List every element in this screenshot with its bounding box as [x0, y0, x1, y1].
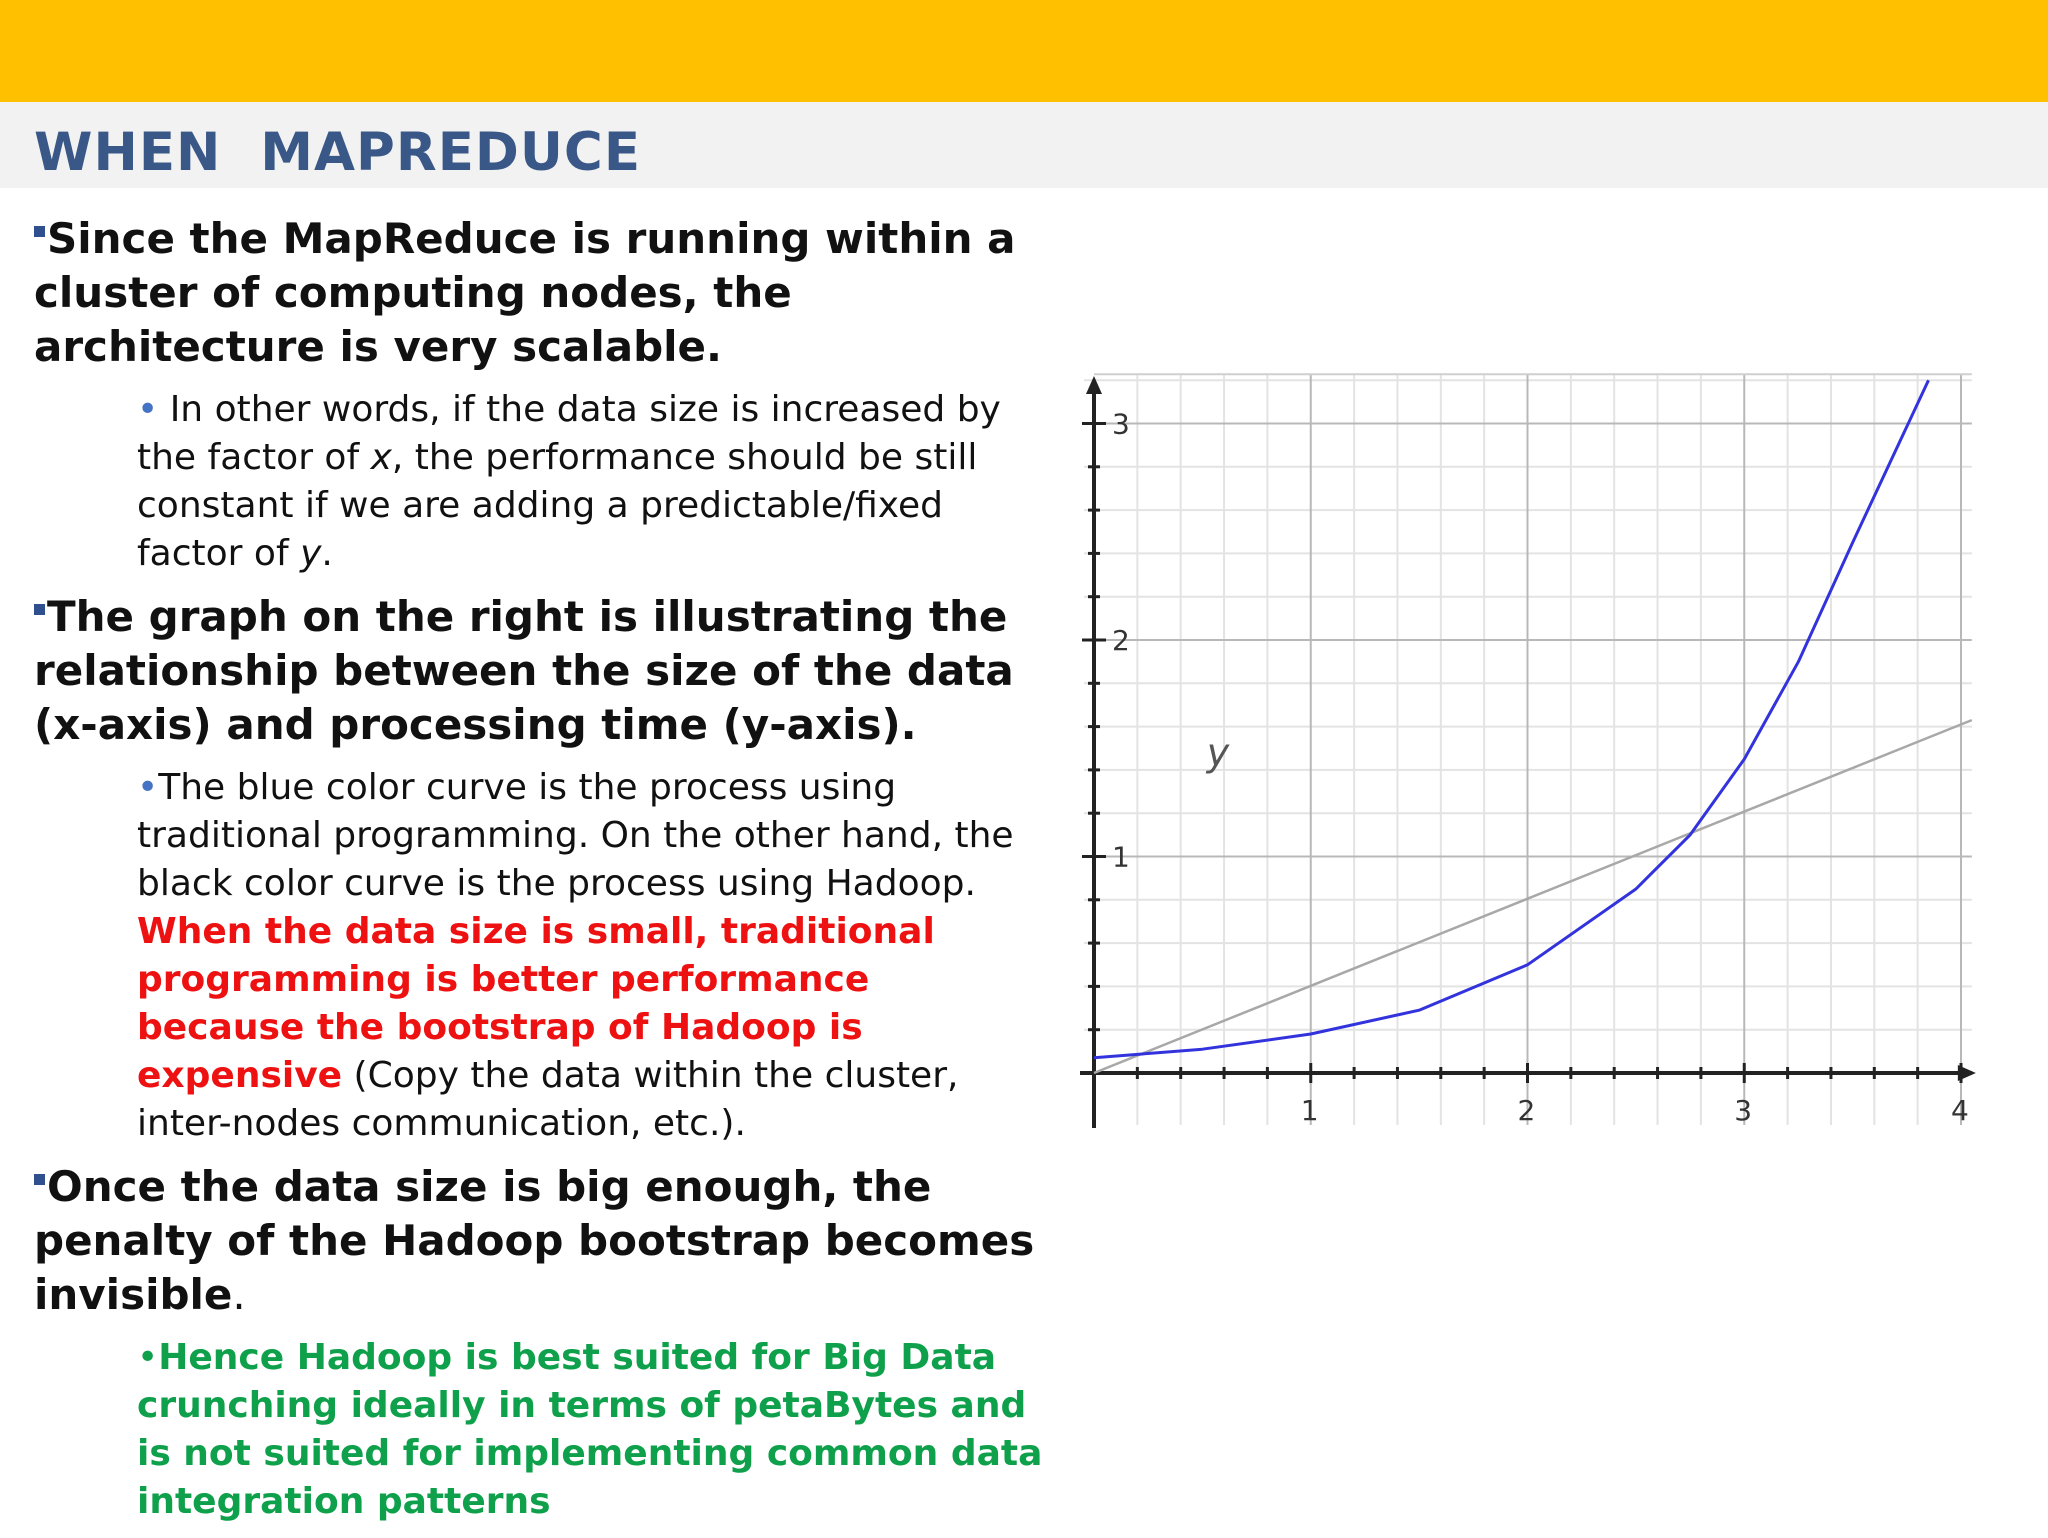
bullet-text: The graph on the right is illustrating the relationship between the size of the data (x-axis) and processing time (y-axis). [34, 592, 1014, 749]
bullet-tail: . [232, 1270, 246, 1319]
sub-bullet-text-3: . [321, 533, 333, 574]
y-tick-label: 1 [1112, 840, 1130, 874]
x-tick-label: 2 [1517, 1094, 1536, 1127]
x-tick-label: 3 [1734, 1094, 1753, 1127]
sub-bullet-rest: (Copy the data within the cluster, inter-nodes communication, etc.). [137, 1055, 959, 1144]
y-tick-label: 3 [1112, 407, 1130, 441]
square-bullet-icon [34, 226, 45, 237]
sub-bullet-text-2: , the performance should be still constant if we are adding a predictable/fixed factor of [137, 437, 978, 574]
x-tick-label: 1 [1300, 1094, 1319, 1127]
bullet-penalty [34, 1160, 1044, 1322]
performance-chart [1068, 370, 1980, 1140]
curve-label-y: y [1206, 730, 1230, 775]
sub-bullet-emphasis-red: When the data size is small, traditional programming is better performance because the bootstrap of Hadoop is expensive [137, 911, 935, 1096]
dot-bullet-icon: • [137, 1337, 159, 1378]
sub-bullet-text: Hence Hadoop is best suited for Big Data crunching ideally in terms of petaBytes and is not suited for implementing common data integration patterns [137, 1337, 1043, 1522]
page-title: WHEN MAPREDUCE [34, 122, 642, 183]
sub-bullet-text-1: In other words, if the data size is increased by the factor of [137, 389, 1001, 478]
slide-body [34, 212, 1044, 1538]
dot-bullet-icon: • [137, 389, 170, 430]
sub-bullet-factor [137, 386, 1044, 578]
x-tick-label: 4 [1951, 1094, 1969, 1127]
square-bullet-icon [34, 1174, 45, 1185]
bullet-text: Since the MapReduce is running within a cluster of computing nodes, the architecture is very scalable. [34, 214, 1016, 371]
var-y: y [300, 533, 322, 574]
header-bar [0, 0, 2048, 102]
sub-bullet-curves [137, 764, 1044, 1148]
dot-bullet-icon: • [137, 767, 159, 808]
sub-bullet-plain: The blue color curve is the process using traditional programming. On the other hand, the black color curve is the process using Hadoop. [137, 767, 1014, 904]
bullet-scalability [34, 212, 1044, 374]
y-tick-label: 2 [1112, 624, 1130, 657]
var-x: x [370, 437, 392, 478]
y-axis-arrow [1086, 376, 1102, 394]
square-bullet-icon [34, 604, 45, 615]
sub-bullet-conclusion [137, 1334, 1044, 1526]
series-traditional-curve [1094, 380, 1929, 1058]
bullet-graph [34, 590, 1044, 752]
bullet-text: Once the data size is big enough, the penalty of the Hadoop bootstrap becomes invisible [34, 1162, 1035, 1319]
